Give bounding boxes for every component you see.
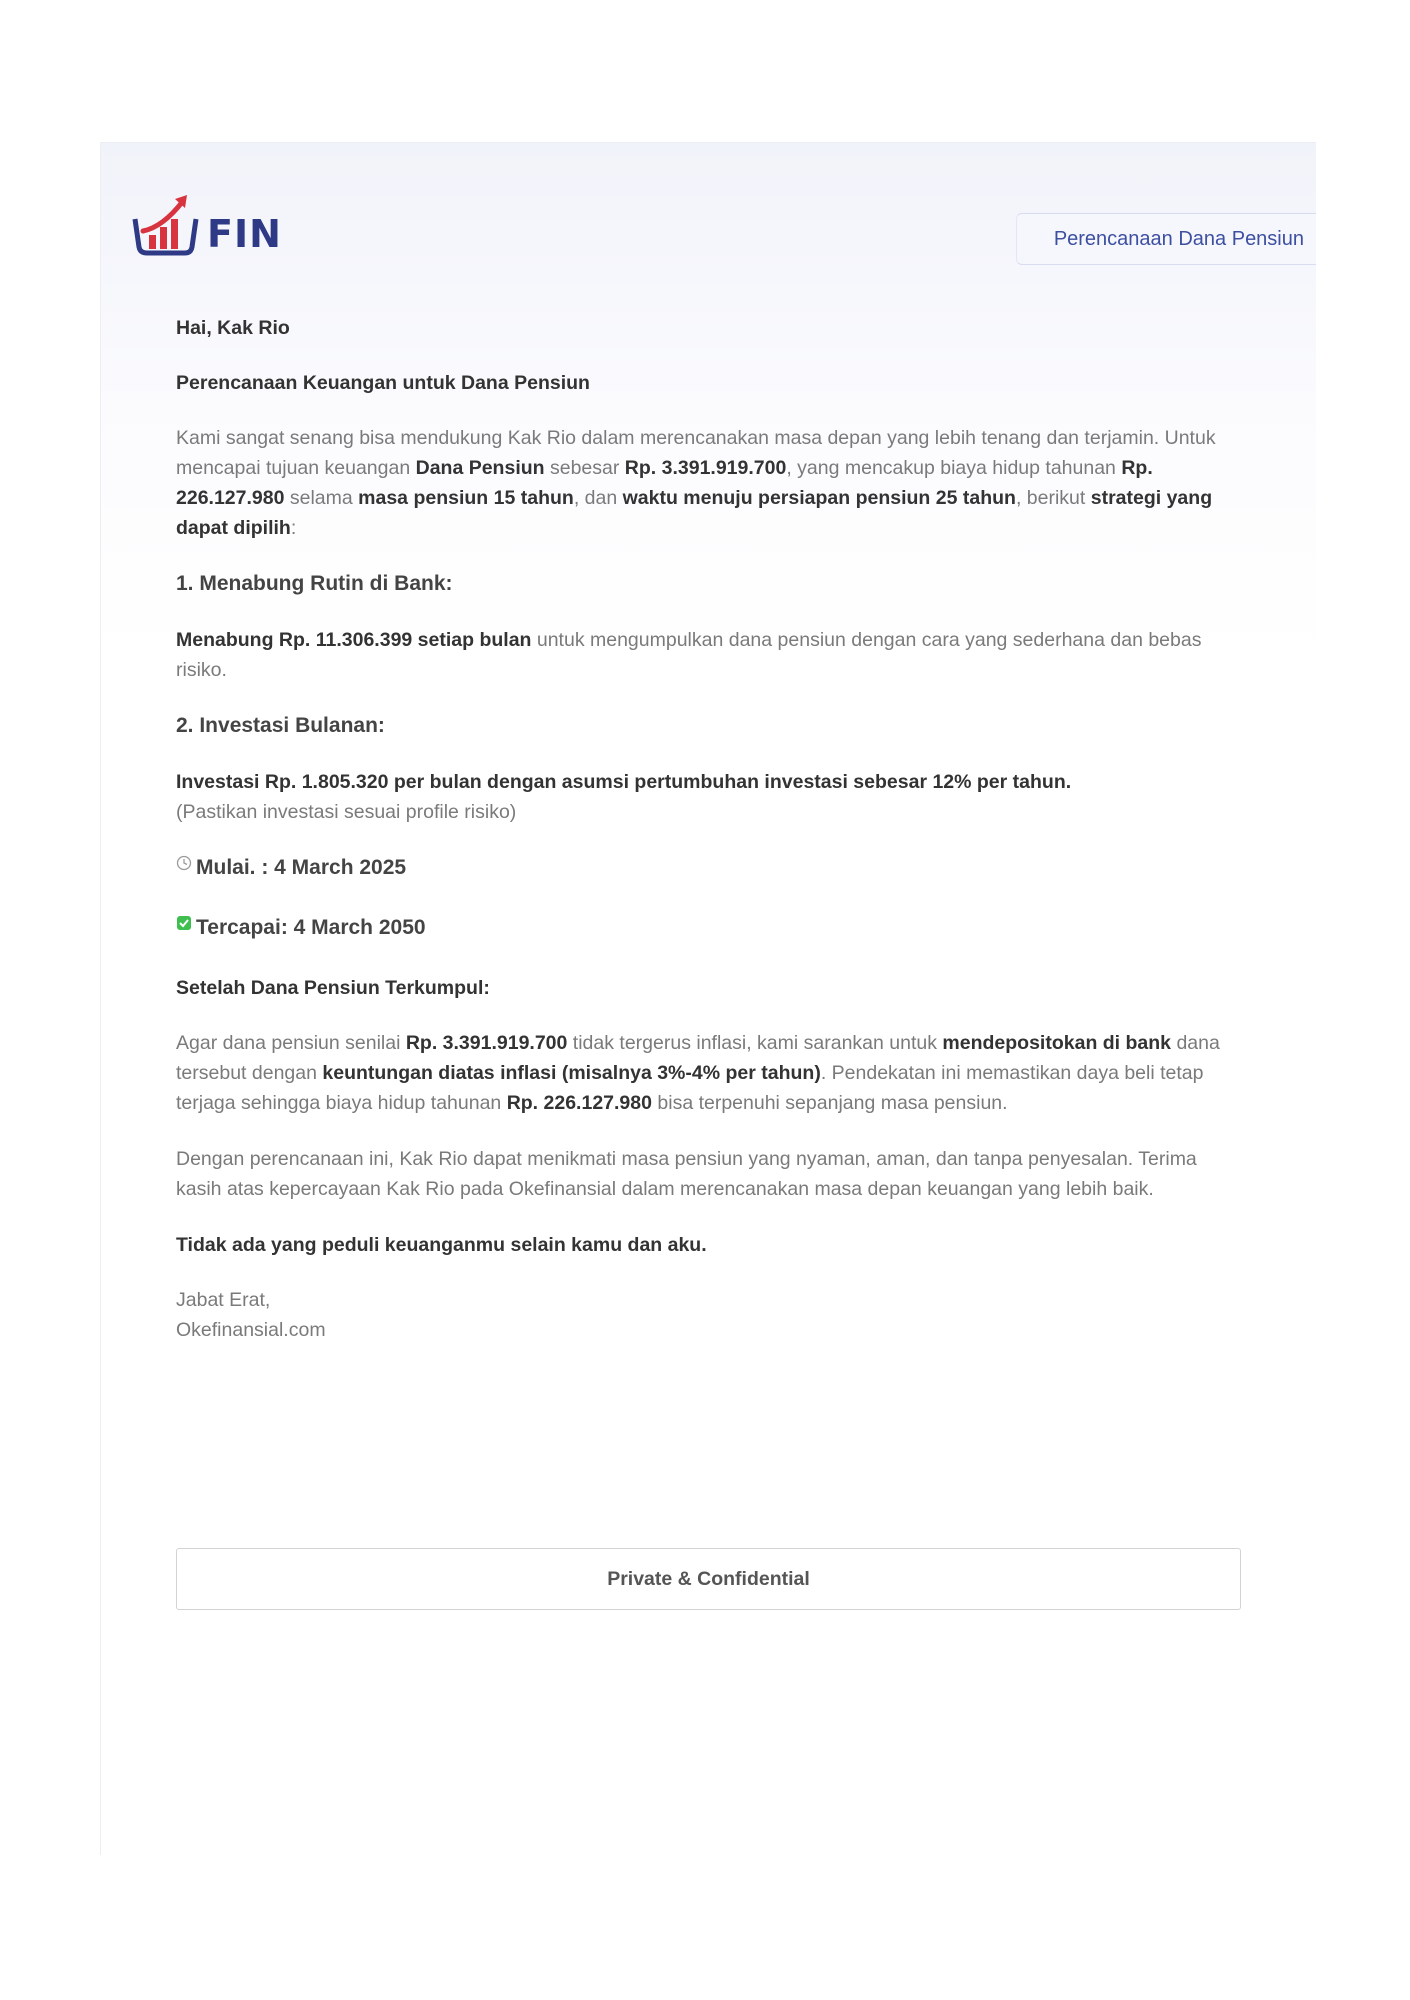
after-text-4: . Pendekatan ini memastikan daya beli tetap terjaga sehingga biaya hidup tahunan bbox=[176, 1062, 1204, 1114]
achieved-date-text: Tercapai: 4 March 2050 bbox=[196, 916, 426, 939]
option-2-note: (Pastikan investasi sesuai profile risiko) bbox=[176, 801, 517, 823]
intro-paragraph bbox=[176, 423, 1241, 543]
thanks-paragraph: Dengan perencanaan ini, Kak Rio dapat menikmati masa pensiun yang nyaman, aman, dan tanpa penyesalan. Terima kasih atas kepercayaan Kak Rio pada Okefinansial dalam merencanakan masa depan keuangan yang lebih baik. bbox=[176, 1148, 1197, 1200]
clock-icon bbox=[176, 855, 192, 871]
after-bold-4: Rp. 226.127.980 bbox=[506, 1092, 652, 1114]
option-1-paragraph bbox=[176, 625, 1241, 685]
letter-card bbox=[100, 142, 1316, 1855]
brand-logo bbox=[129, 191, 289, 263]
option-1-text: untuk mengumpulkan dana pensiun dengan cara yang sederhana dan bebas risiko. bbox=[176, 629, 1202, 681]
option-1-bold: Menabung Rp. 11.306.399 setiap bulan bbox=[176, 629, 532, 651]
intro-bold-6: strategi yang dapat dipilih bbox=[176, 487, 1213, 539]
intro-text-6: , berikut bbox=[1015, 487, 1091, 509]
header-tab-label: Perencanaan Dana Pensiun bbox=[1053, 227, 1304, 250]
intro-text-3: , yang mencakup biaya hidup tahunan bbox=[786, 457, 1122, 479]
intro-text-4: selama bbox=[284, 487, 359, 509]
footer-label: Private & Confidential bbox=[607, 1567, 810, 1590]
closing-line: Tidak ada yang peduli keuanganmu selain kamu dan aku. bbox=[176, 1234, 707, 1256]
intro-text-7: : bbox=[290, 517, 297, 539]
achieved-date-line bbox=[176, 913, 1241, 943]
intro-bold-3: Rp. 226.127.980 bbox=[176, 457, 1153, 509]
intro-bold-1: Dana Pensiun bbox=[415, 457, 545, 479]
start-date-line bbox=[176, 853, 1241, 883]
after-text-2: tidak tergerus inflasi, kami sarankan untuk bbox=[567, 1032, 943, 1054]
after-paragraph bbox=[176, 1028, 1241, 1118]
option-1-heading: 1. Menabung Rutin di Bank: bbox=[176, 572, 453, 595]
check-icon bbox=[176, 915, 192, 931]
after-text-1: Agar dana pensiun senilai bbox=[176, 1032, 406, 1054]
after-bold-1: Rp. 3.391.919.700 bbox=[405, 1032, 568, 1054]
chart-logo-icon bbox=[129, 191, 211, 263]
signature-line-2: Okefinansial.com bbox=[176, 1319, 326, 1341]
after-bold-2: mendepositokan di bank bbox=[942, 1032, 1172, 1054]
header-tab-dana-pensiun[interactable] bbox=[1016, 213, 1316, 265]
signature-line-1: Jabat Erat, bbox=[176, 1289, 271, 1311]
intro-bold-2: Rp. 3.391.919.700 bbox=[624, 457, 787, 479]
after-heading: Setelah Dana Pensiun Terkumpul: bbox=[176, 977, 490, 999]
option-2-paragraph bbox=[176, 767, 1241, 827]
letter-content bbox=[176, 313, 1241, 1345]
intro-bold-4: masa pensiun 15 tahun bbox=[358, 487, 574, 509]
confidential-footer bbox=[176, 1548, 1241, 1610]
intro-text-1: Kami sangat senang bisa mendukung Kak Rio dalam merencanakan masa depan yang lebih tenang dan terjamin. Untuk mencapai tujuan keuangan bbox=[176, 427, 1216, 479]
after-bold-3: keuntungan diatas inflasi (misalnya 3%-4% per tahun) bbox=[322, 1062, 821, 1084]
option-2-heading: 2. Investasi Bulanan: bbox=[176, 714, 385, 737]
intro-text-5: , dan bbox=[573, 487, 623, 509]
intro-bold-5: waktu menuju persiapan pensiun 25 tahun bbox=[622, 487, 1016, 509]
logo-text: FIN bbox=[207, 212, 282, 256]
intro-text-2: sebesar bbox=[544, 457, 625, 479]
option-2-bold: Investasi Rp. 1.805.320 per bulan dengan asumsi pertumbuhan investasi sebesar 12% per tahun. bbox=[176, 771, 1072, 793]
after-text-3: dana tersebut dengan bbox=[176, 1032, 1220, 1084]
letter-title: Perencanaan Keuangan untuk Dana Pensiun bbox=[176, 372, 590, 394]
greeting: Hai, Kak Rio bbox=[176, 317, 290, 339]
after-text-5: bisa terpenuhi sepanjang masa pensiun. bbox=[651, 1092, 1008, 1114]
start-date-text: Mulai. : 4 March 2025 bbox=[196, 856, 407, 879]
